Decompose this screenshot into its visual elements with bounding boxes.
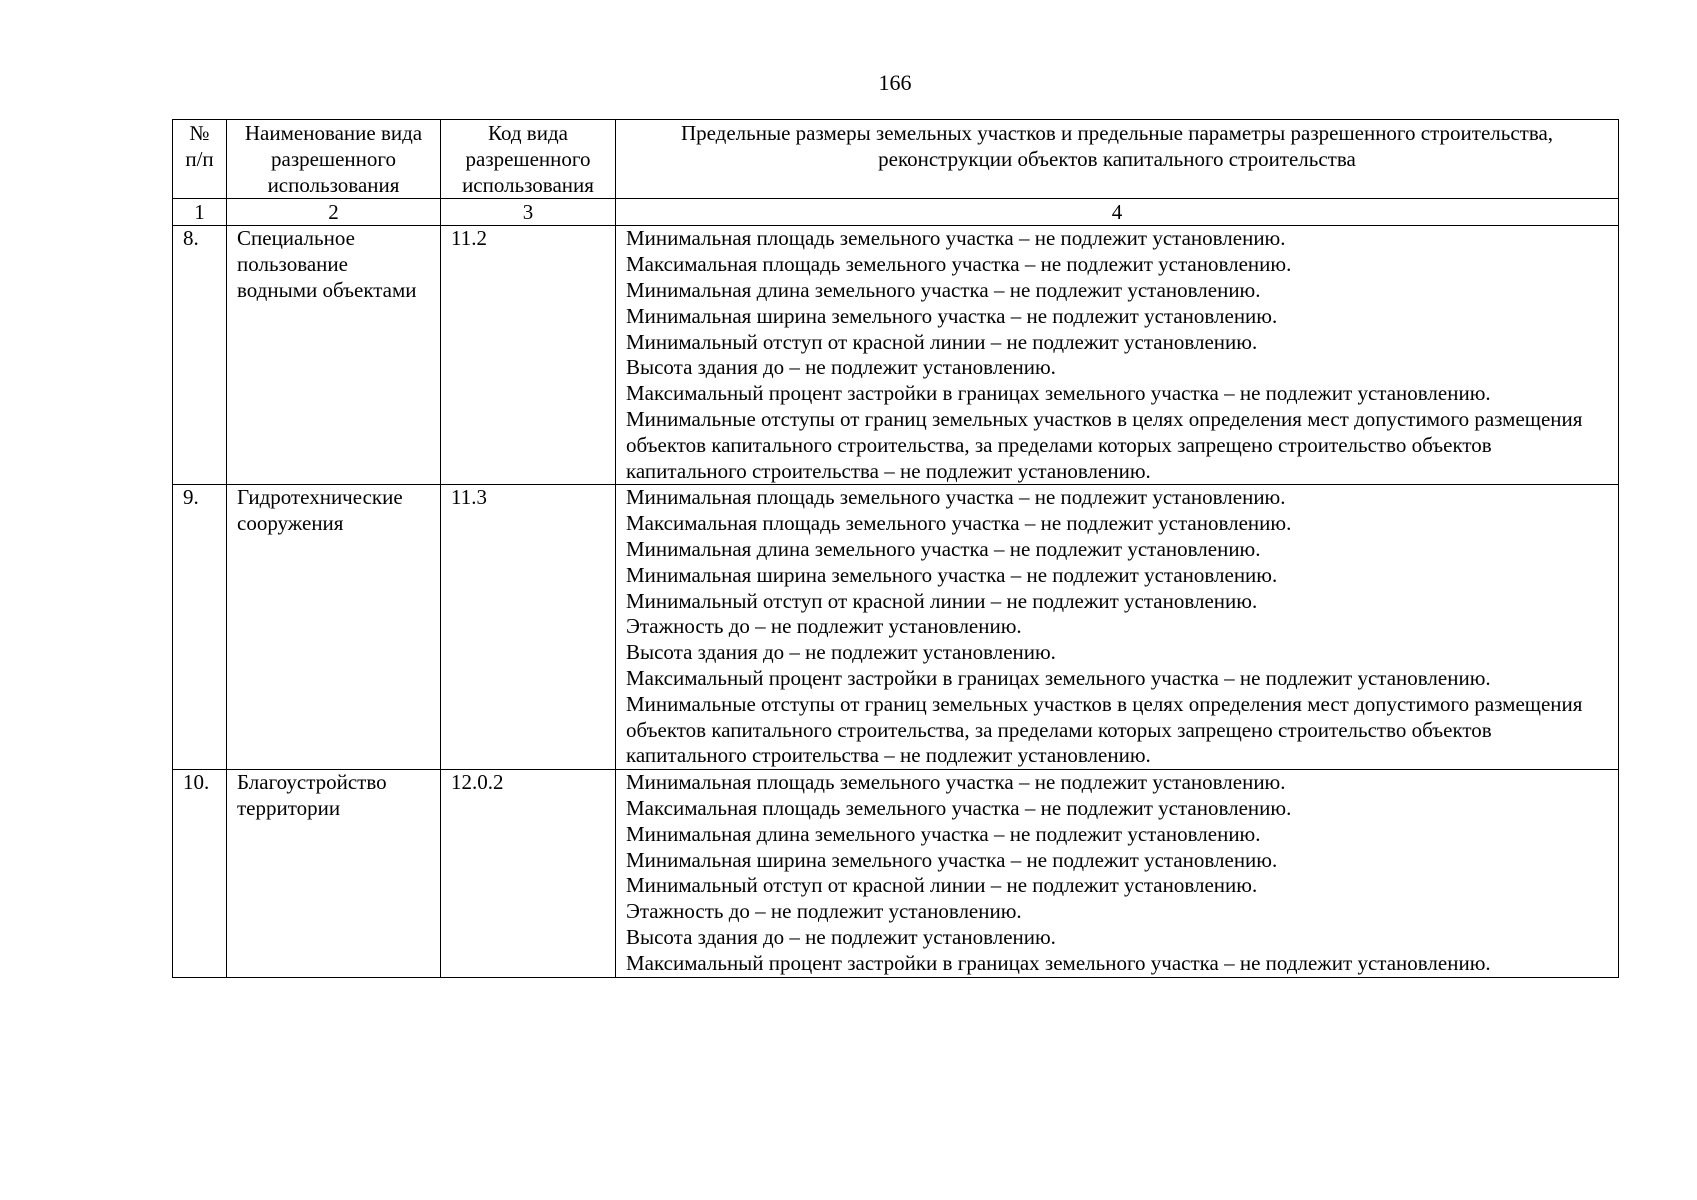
parameter-line: Минимальная длина земельного участка – не подлежит установлению. [626, 277, 1261, 302]
parameter-line: Минимальные отступы от границ земельных участков в целях определения мест допустимого размещения объектов капитального строительства, за пределами которых запрещено строительство объектов капитального строительства – не подлежит установлению. [626, 406, 1583, 483]
column-index-row [173, 199, 1619, 226]
parameter-line: Минимальная ширина земельного участка – не подлежит установлению. [626, 303, 1278, 328]
parameter-line: Максимальный процент застройки в границах земельного участка – не подлежит установлению. [626, 665, 1491, 690]
use-name: Специальное пользование водными объектами [227, 226, 441, 485]
parameter-line: Этажность до – не подлежит установлению. [626, 614, 1022, 639]
parameters-cell [616, 485, 1619, 770]
header-use-code: Код вида разрешенного использования [441, 120, 616, 199]
parameter-line: Максимальный процент застройки в границах земельного участка – не подлежит установлению. [626, 950, 1491, 975]
table-row [173, 770, 1619, 977]
parameter-line: Минимальная длина земельного участка – не подлежит установлению. [626, 821, 1261, 846]
parameter-line: Этажность до – не подлежит установлению. [626, 899, 1022, 924]
parameters-cell [616, 770, 1619, 977]
parameter-line: Максимальная площадь земельного участка – не подлежит установлению. [626, 795, 1292, 820]
table-row [173, 226, 1619, 485]
parameter-line: Минимальная площадь земельного участка – не подлежит установлению. [626, 226, 1286, 251]
row-number: 9. [173, 485, 227, 770]
table-row [173, 485, 1619, 770]
header-parameters: Предельные размеры земельных участков и предельные параметры разрешенного строительства, реконструкции объектов капитального строительства [616, 120, 1619, 199]
parameter-line: Минимальная длина земельного участка – не подлежит установлению. [626, 536, 1261, 561]
table-header-row [173, 120, 1619, 199]
parameter-line: Минимальный отступ от красной линии – не подлежит установлению. [626, 873, 1258, 898]
row-number: 8. [173, 226, 227, 485]
parameter-line: Минимальный отступ от красной линии – не подлежит установлению. [626, 329, 1258, 354]
column-index: 2 [227, 199, 441, 226]
column-index: 3 [441, 199, 616, 226]
parameter-line: Максимальная площадь земельного участка – не подлежит установлению. [626, 511, 1292, 536]
parameter-line: Высота здания до – не подлежит установлению. [626, 640, 1056, 665]
table-body [173, 226, 1619, 977]
use-code: 11.3 [441, 485, 616, 770]
header-use-name: Наименование вида разрешенного использования [227, 120, 441, 199]
row-number: 10. [173, 770, 227, 977]
parameter-line: Минимальный отступ от красной линии – не подлежит установлению. [626, 588, 1258, 613]
use-code: 11.2 [441, 226, 616, 485]
column-index: 4 [616, 199, 1619, 226]
use-code: 12.0.2 [441, 770, 616, 977]
land-use-parameters-table [172, 119, 1619, 978]
parameter-line: Минимальная ширина земельного участка – не подлежит установлению. [626, 562, 1278, 587]
parameter-line: Высота здания до – не подлежит установлению. [626, 924, 1056, 949]
parameter-line: Максимальная площадь земельного участка – не подлежит установлению. [626, 252, 1292, 277]
use-name: Гидротехнические сооружения [227, 485, 441, 770]
parameter-line: Минимальная ширина земельного участка – не подлежит установлению. [626, 847, 1278, 872]
column-index: 1 [173, 199, 227, 226]
parameter-line: Минимальная площадь земельного участка – не подлежит установлению. [626, 770, 1286, 795]
parameter-line: Минимальная площадь земельного участка – не подлежит установлению. [626, 485, 1286, 510]
header-number: № п/п [173, 120, 227, 199]
page-number: 166 [878, 70, 912, 95]
parameter-line: Минимальные отступы от границ земельных участков в целях определения мест допустимого размещения объектов капитального строительства, за пределами которых запрещено строительство объектов капитального строительства – не подлежит установлению. [626, 691, 1583, 768]
parameter-line: Максимальный процент застройки в границах земельного участка – не подлежит установлению. [626, 381, 1491, 406]
use-name: Благоустройство территории [227, 770, 441, 977]
parameters-cell [616, 226, 1619, 485]
parameter-line: Высота здания до – не подлежит установлению. [626, 355, 1056, 380]
